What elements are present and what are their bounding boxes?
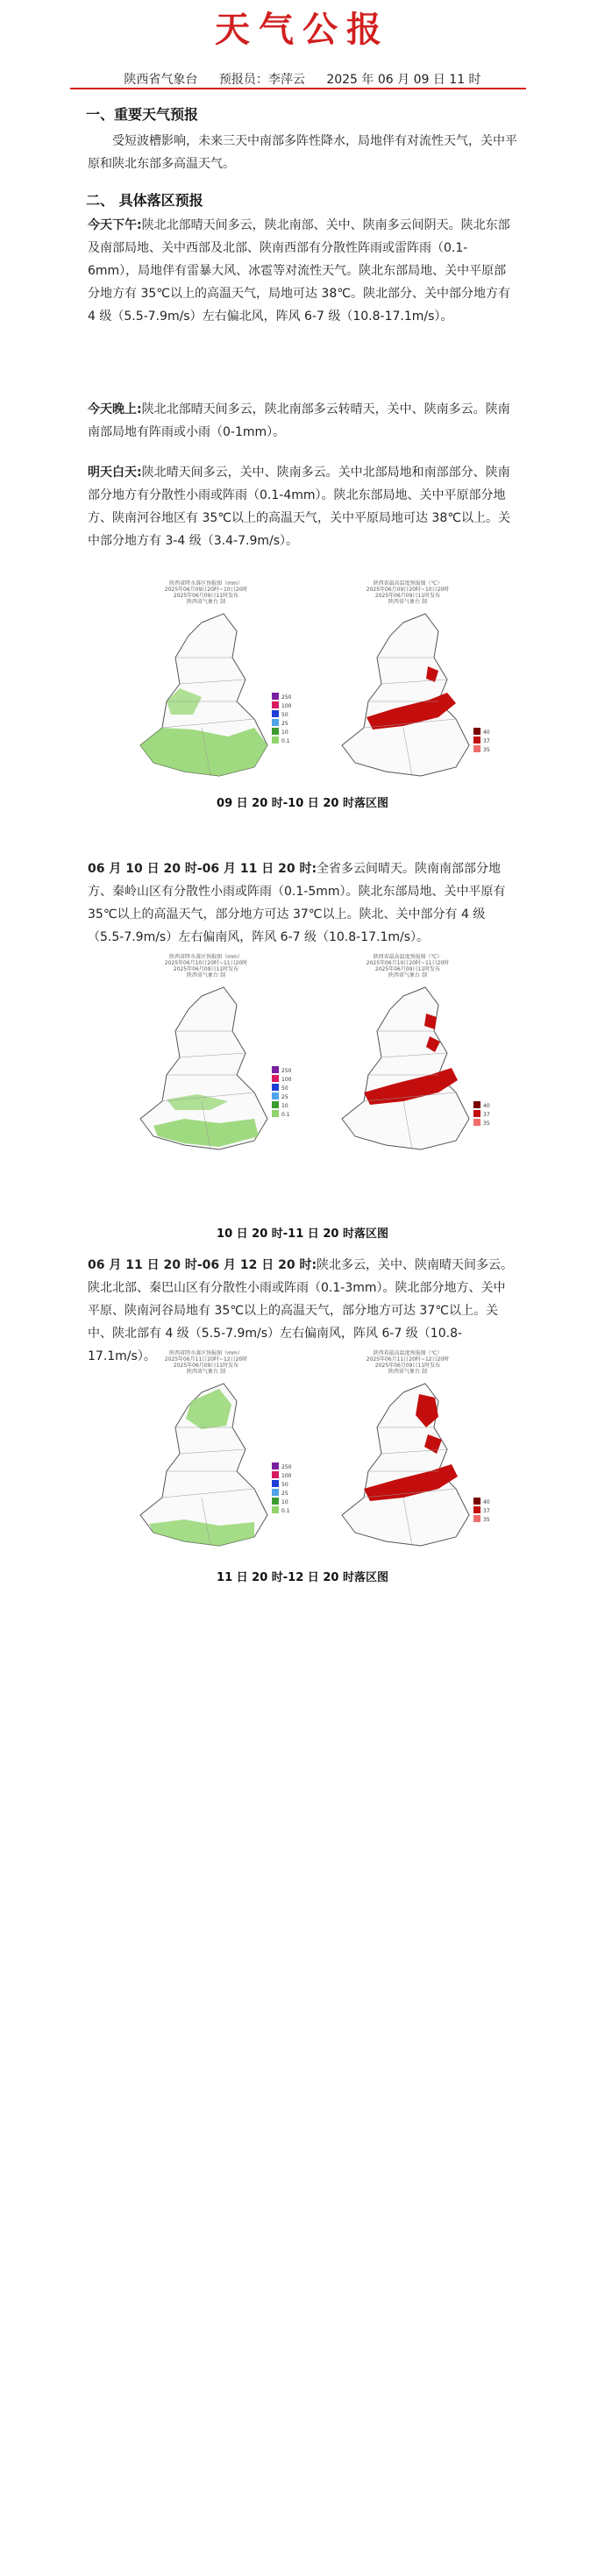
issue-time: 2025 年 06 月 09 日 11 时 <box>326 73 481 87</box>
figure-2 <box>114 954 500 1156</box>
legend-label: 40 <box>483 1499 490 1505</box>
heat-map-issued: 2025年06月09日11时发布 <box>374 1363 441 1369</box>
legend-swatch <box>272 701 279 708</box>
legend-swatch <box>272 1506 279 1513</box>
heat-map-title: 陕西省最高温度预报图（℃） <box>373 954 443 960</box>
heat-map-3 <box>316 1350 500 1552</box>
rain-map-time: 2025年06月09日20时~10日20时 <box>164 587 248 593</box>
legend-swatch <box>473 737 480 744</box>
legend-label: 25 <box>281 1094 288 1100</box>
figure-1 <box>114 580 500 782</box>
heat-map-graphic <box>316 605 500 780</box>
section2-heading: 二、 具体落区预报 <box>86 192 203 209</box>
legend-swatch <box>272 693 279 700</box>
period-label: 今天晚上: <box>88 402 142 416</box>
period-text: 陕北北部晴天间多云，陕北南部、关中、陕南多云间阴天。陕北东部及南部局地、关中西部及北部、陕南西部有分散性阵雨或雷阵雨（0.1-6mm），局地伴有雷暴大风、冰雹等对流性天气。陕北东部局地、关中平原部分地方有 35℃以上的高温天气，局地可达 38℃。陕北部分、关中部分地方有 4 级（5.5-7.9m/s）左右偏北风，阵风 6-7 级（10.8-17.1m/s）。 <box>88 218 510 324</box>
legend-label: 37 <box>483 1508 490 1514</box>
legend-label: 35 <box>483 747 490 753</box>
legend-swatch <box>473 1506 480 1513</box>
legend-swatch <box>272 728 279 735</box>
period-text: 陕北晴天间多云，关中、陕南多云。关中北部局地和南部部分、陕南部分地方有分散性小雨或阵雨（0.1-4mm）。陕北东部局地、关中平原部分地方、陕南河谷地区有 35℃以上的高温天气，关中平原局地可达 38℃以上。关中部分地方有 3-4 级（3.4-7.9m/s）。 <box>88 466 510 548</box>
legend-label: 40 <box>483 1103 490 1109</box>
rain-map-issued: 2025年06月09日11时发布 <box>173 1363 239 1369</box>
period-label: 06 月 10 日 20 时-06 月 11 日 20 时: <box>88 862 317 876</box>
issuing-org: 陕西省气象台 <box>124 73 198 87</box>
legend-label: 0.1 <box>281 738 290 744</box>
legend-swatch <box>272 1110 279 1117</box>
heat-map-time: 2025年06月10日20时~11日20时 <box>366 960 450 966</box>
rain-map-graphic <box>114 1375 298 1550</box>
legend-label: 250 <box>281 694 292 701</box>
heat-map-time: 2025年06月09日20时~10日20时 <box>366 587 450 593</box>
legend-swatch <box>272 1075 279 1082</box>
forecast-tomorrow-day <box>88 461 517 552</box>
bulletin-title: 天气公报 <box>215 10 390 50</box>
legend-swatch <box>473 1101 480 1108</box>
heat-map-title: 陕西省最高温度预报图（℃） <box>373 580 443 587</box>
rain-map-time: 2025年06月10日20时~11日20时 <box>164 960 248 966</box>
period-label: 今天下午: <box>88 218 142 232</box>
heat-map-org: 陕西省气象台 制 <box>388 972 427 978</box>
forecast-tonight <box>88 398 517 444</box>
legend-swatch <box>272 1066 279 1073</box>
legend-label: 250 <box>281 1464 292 1470</box>
legend-swatch <box>272 710 279 717</box>
figure-1-caption: 09 日 20 时-10 日 20 时落区图 <box>217 797 388 810</box>
rain-map-title: 陕西省降水落区预报图（mm） <box>169 954 243 960</box>
legend-label: 250 <box>281 1068 292 1074</box>
rain-map-1 <box>114 580 298 782</box>
rain-map-org: 陕西省气象台 制 <box>187 599 225 605</box>
rain-map-2 <box>114 954 298 1156</box>
province-outline <box>342 1384 469 1546</box>
period-text: 陕北多云，关中、陕南晴天间多云。陕北北部、秦巴山区有分散性小雨或阵雨（0.1-3mm）。陕北部分地方、关中平原、陕南河谷局地有 35℃以上的高温天气，部分地方可达 37℃以上。关中、陕北部有 4 级（5.5-7.9m/s）左右偏南风，阵风 6-7 级（10.8-17.1m/s）。 <box>88 1258 514 1363</box>
legend-swatch <box>473 1498 480 1505</box>
legend-swatch <box>272 1101 279 1108</box>
legend-label: 40 <box>483 729 490 736</box>
heat-legend <box>473 1498 490 1523</box>
legend-label: 25 <box>281 1491 288 1497</box>
figure-3-caption: 11 日 20 时-12 日 20 时落区图 <box>217 1571 388 1584</box>
legend-label: 100 <box>281 703 292 709</box>
heat-legend <box>473 728 490 753</box>
heat-map-graphic <box>316 978 500 1154</box>
legend-label: 37 <box>483 738 490 744</box>
legend-swatch <box>272 1489 279 1496</box>
legend-label: 0.1 <box>281 1508 290 1514</box>
rain-map-graphic <box>114 605 298 780</box>
rain-map-org: 陕西省气象台 制 <box>187 1369 225 1375</box>
legend-label: 25 <box>281 721 288 727</box>
period-text: 陕北北部晴天间多云，陕北南部多云转晴天，关中、陕南多云。陕南南部局地有阵雨或小雨（0-1mm）。 <box>88 402 510 439</box>
legend-label: 100 <box>281 1077 292 1083</box>
heat-legend <box>473 1101 490 1127</box>
heat-map-title: 陕西省最高温度预报图（℃） <box>373 1350 443 1356</box>
legend-swatch <box>272 1084 279 1091</box>
forecaster: 预报员：李萍云 <box>218 73 305 87</box>
province-outline <box>342 987 469 1149</box>
legend-label: 10 <box>281 1499 288 1505</box>
rain-map-title: 陕西省降水落区预报图（mm） <box>169 580 243 587</box>
legend-label: 100 <box>281 1473 292 1479</box>
bulletin-meta <box>0 70 605 88</box>
period-text: 全省多云间晴天。陕南南部部分地方、秦岭山区有分散性小雨或阵雨（0.1-5mm）。陕北东部局地、关中平原有 35℃以上的高温天气，部分地方可达 37℃以上。陕北、关中部分有 4 级（5.5-7.9m/s）左右偏南风，阵风 6-7 级（10.8-17.1m/s）。 <box>88 862 506 944</box>
section1-heading: 一、重要天气预报 <box>86 106 199 123</box>
header-divider <box>70 88 526 89</box>
legend-label: 35 <box>483 1517 490 1523</box>
section1-text: 受短波槽影响，未来三天中南部多阵性降水，局地伴有对流性天气，关中平原和陕北东部多高温天气。 <box>88 134 517 171</box>
legend-swatch <box>272 1480 279 1487</box>
legend-swatch <box>272 719 279 726</box>
legend-swatch <box>272 1092 279 1099</box>
forecast-today-afternoon <box>88 214 517 328</box>
rain-map-org: 陕西省气象台 制 <box>187 972 225 978</box>
legend-label: 0.1 <box>281 1112 290 1118</box>
legend-swatch <box>272 1462 279 1469</box>
heat-map-time: 2025年06月11日20时~12日20时 <box>366 1356 450 1363</box>
figure-3 <box>114 1350 500 1552</box>
legend-label: 50 <box>281 1085 288 1092</box>
legend-label: 37 <box>483 1112 490 1118</box>
figure-2-caption: 10 日 20 时-11 日 20 时落区图 <box>217 1228 388 1241</box>
heat-map-1 <box>316 580 500 782</box>
legend-label: 10 <box>281 1103 288 1109</box>
legend-label: 10 <box>281 729 288 736</box>
period-label: 06 月 11 日 20 时-06 月 12 日 20 时: <box>88 1258 317 1272</box>
rain-legend <box>272 1066 292 1118</box>
legend-swatch <box>473 1110 480 1117</box>
rain-legend <box>272 693 292 744</box>
rain-map-time: 2025年06月11日20时~12日20时 <box>164 1356 248 1363</box>
rain-map-issued: 2025年06月09日11时发布 <box>173 966 239 972</box>
rain-map-title: 陕西省降水落区预报图（mm） <box>169 1350 243 1356</box>
forecast-day2 <box>88 857 517 949</box>
legend-swatch <box>473 728 480 735</box>
legend-swatch <box>473 745 480 752</box>
heat-map-issued: 2025年06月09日11时发布 <box>374 966 441 972</box>
legend-swatch <box>272 1498 279 1505</box>
legend-label: 50 <box>281 1482 288 1488</box>
legend-label: 50 <box>281 712 288 718</box>
heat-map-2 <box>316 954 500 1156</box>
legend-swatch <box>272 1471 279 1478</box>
heat-map-org: 陕西省气象台 制 <box>388 599 427 605</box>
rain-map-graphic <box>114 978 298 1154</box>
heat-map-issued: 2025年06月09日11时发布 <box>374 593 441 599</box>
legend-swatch <box>272 737 279 744</box>
rain-legend <box>272 1462 292 1514</box>
legend-label: 35 <box>483 1121 490 1127</box>
rain-map-3 <box>114 1350 298 1552</box>
heat-map-org: 陕西省气象台 制 <box>388 1369 427 1375</box>
heat-map-graphic <box>316 1375 500 1550</box>
legend-swatch <box>473 1515 480 1522</box>
period-label: 明天白天: <box>88 466 142 480</box>
province-outline <box>342 614 469 776</box>
rain-map-issued: 2025年06月09日11时发布 <box>173 593 239 599</box>
legend-swatch <box>473 1119 480 1126</box>
